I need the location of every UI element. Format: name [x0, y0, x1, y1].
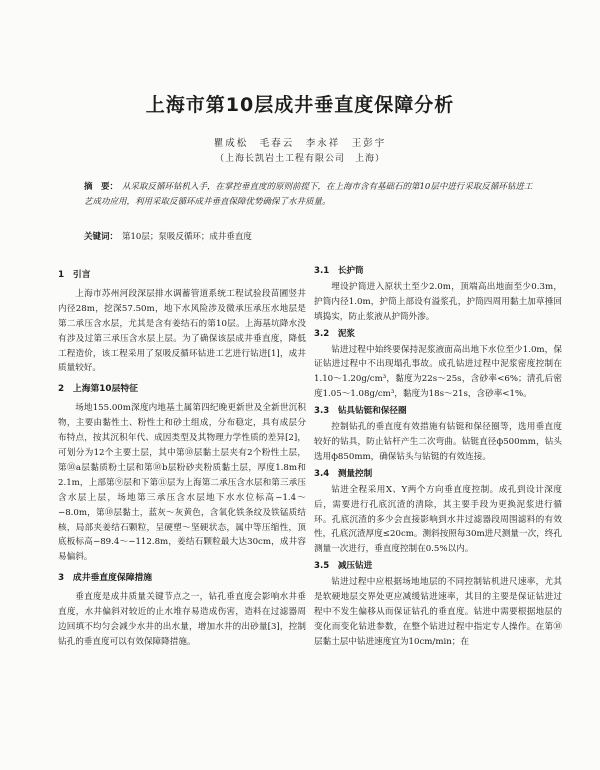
body-paragraph: 上海市苏州河段深层排水调蓄管道系统工程试验段苗圃竖井内径28m，挖深57.50m，地下水风险涉及微承压承压水地层是第二承压含水层，尤其是含有姜结石的第10层。上海基坑降水没有涉及过第三承压含水层上层。为了确保该层成井垂直度，降低工程造价，该工程采用了泵吸反循环钻进工艺进行钻进[1]，成井质量较好。: [58, 288, 306, 374]
section-heading: 2 上海第10层特征: [58, 384, 138, 395]
body-paragraph: 垂直度是成井质量关键节点之一，钻孔垂直度会影响水井垂直度，水井偏斜对较近的止水堆存易造成伤害，造料在过滤器周边回填不均匀会减少水井的出水量，增加水井的出砂量[3]，控制钻孔的垂直度可以有效保障降措施。: [58, 592, 306, 647]
subsection-heading: 3.1 长护筒: [314, 266, 364, 276]
keywords: [84, 230, 534, 244]
body-paragraph: 钻进过程中应根据场地地层的不同控制钻机进尺速率，尤其是软硬地层交界处更应减缓钻进速率，其目的主要是保证钻进过程中不发生偏移从而保证钻孔的垂直度。钻进中需要根据地层的变化而变化钻进参数，在整个钻进过程中指定专人操作。在第⑩层黏土层中钻进速度宜为10cm/min；在: [314, 577, 562, 647]
subsection-heading: 3.5 减压钻进: [314, 561, 373, 572]
left-column: [58, 262, 306, 652]
keywords-label: 关键词：: [84, 232, 119, 242]
body-paragraph: 控制钻孔的垂直度有效措施有钻铤和保径圈等，选用垂直度较好的钻具，防止钻杆产生二次弯曲。钻铤直径ф500mm，钻头选用ф850mm，确保钻头与钻铤的有效连接。: [314, 422, 562, 462]
body-paragraph: 场地155.00m深度内地基土属第四纪晚更新世及全新世沉积物，主要由黏性土、粉性土和砂土组成，分布稳定，具有成层分布特点，按其沉积年代、成因类型及其物理力学性质的差异[2]，可划分为12个主要土层，其中第⑩层黏土层夹有2个粉性土层，第⑩a层黏质粉土层和第⑩b层粉砂夹粉质黏土层，厚度1.8m和2.1m，上部第⑨层和下第⑪层为上海第二承压含水层和第三承压含水层上层，场地第三承压含水层地下水水位标高−1.4～−8.0m，第⑩层黏土，蓝灰～灰黄色，含氧化铁条纹及铁锰质结核，局部夹姜结石颗粒，呈硬塑～坚硬状态，属中等压缩性，顶底板标高−89.4～−112.8m，姜结石颗粒最大达30cm，成井容易偏斜。: [58, 403, 306, 563]
abstract: [84, 180, 534, 210]
paper-authors: 瞿成松 毛春云 李永祥 王彭宇: [213, 138, 387, 149]
subsection-heading: 3.3 钻具钻铤和保径圈: [314, 406, 407, 417]
body-paragraph: 埋设护筒进入原状土至少2.0m，顶端高出地面至少0.3m，护筒内径1.0m，护筒上部设有溢浆孔，护筒四周用黏土加草捶回填捣实，防止浆液从护筒外渗。: [314, 281, 562, 322]
abstract-text: 从采取反循环钻机入手，在掌控垂直度的原则前提下，在上海市含有基础石的第10层中进行采取反循环钻进工艺成功应用，利用采取反循环成井垂直保障优势确保了水井质量。: [84, 182, 533, 207]
paper-affiliation: （上海长凯岩土工程有限公司 上海）: [214, 154, 385, 164]
subsection-heading: 3.4 测量控制: [314, 468, 373, 479]
section-heading: 1 引言: [58, 270, 91, 280]
body-paragraph: 钻进过程中始终要保持泥浆液面高出地下水位至少1.0m，保证钻进过程中不出现塌孔事故。成孔钻进过程中泥浆密度控制在1.10～1.20g/cm³，黏度为22s～25s，含砂率<6%；清孔后密度1.05～1.08g/cm³，黏度为18s～21s，含砂率<1%。: [314, 344, 562, 400]
right-column: [314, 262, 562, 652]
abstract-label: 摘 要：: [84, 182, 119, 192]
subsection-heading: 3.2 泥浆: [314, 328, 356, 339]
paper-title: 上海市第10层成井垂直度保障分析: [145, 94, 455, 116]
section-heading: 3 成井垂直度保障措施: [58, 573, 153, 584]
body-paragraph: 钻进全程采用X、Y两个方向垂直度控制。成孔到设计深度后，需要进行孔底沉渣的清除，其主要手段为更换泥浆进行循环。孔底沉渣的多少会直接影响到水井过滤器段周围滤料的有效性，孔底沉渣厚度≤20cm。测斜按照每30m进尺测量一次，终孔测量一次进行，垂直度控制在0.5%以内。: [314, 484, 562, 555]
keywords-text: 第10层；泵吸反循环；成井垂直度: [122, 232, 252, 242]
